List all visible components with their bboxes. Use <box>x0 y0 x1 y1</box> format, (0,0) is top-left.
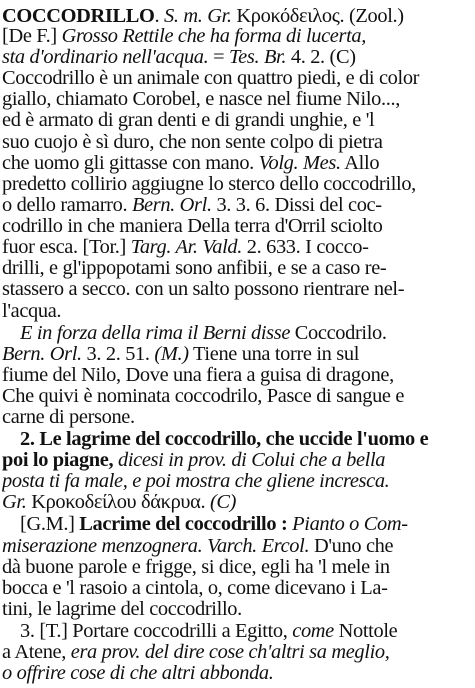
roman-text: suo cuojo è sì duro, che non sente colpo di pietra <box>2 131 383 153</box>
roman-text: codrillo in che maniera Della terra d'Orril sciolto <box>2 215 383 237</box>
roman-text: D'uno che <box>309 535 394 557</box>
roman-text: carne di persone. <box>2 406 135 428</box>
roman-text: Tiene una torre in sul <box>188 343 360 365</box>
italic-text: come <box>292 620 334 642</box>
roman-text: bocca e 'l rasoio a cintola, o, come dicevano i La- <box>2 577 388 599</box>
roman-text: tini, le lagrime del coccodrillo. <box>2 598 242 620</box>
roman-text: [De F.] <box>2 25 62 47</box>
italic-text: E in forza della rima il Berni disse <box>20 322 291 344</box>
bold-text: poi lo piagne, <box>2 449 118 471</box>
italic-text: era prov. del dire cose ch'altri sa meglio, <box>70 641 390 663</box>
bold-text: 2. Le lagrime del coccodrillo, che uccide l'uomo e <box>20 428 429 450</box>
roman-text: 4. 2. (C) <box>286 46 356 68</box>
italic-text: Targ. Ar. Vald. <box>130 236 243 258</box>
italic-text: miserazione menzognera. Varch. Ercol. <box>2 535 310 557</box>
roman-text: giallo, chiamato Corobel, e nasce nel fiume Nilo..., <box>2 88 400 110</box>
italic-text: S. m. Gr. <box>164 5 232 27</box>
bold-text: Lacrime del coccodrillo : <box>79 513 288 535</box>
roman-text: Che quivi è nominata coccodrilo, Pasce di sangue e <box>2 385 405 407</box>
roman-text: = <box>208 46 230 68</box>
roman-text: Κροκοδείλου δάκρυα. <box>31 491 210 513</box>
italic-text: Grosso Rettile che ha forma di lucerta, <box>61 25 366 47</box>
roman-text: o dello ramarro. <box>2 194 132 216</box>
italic-text: (C) <box>209 491 237 513</box>
roman-text: Coccodrilo. <box>290 322 387 344</box>
roman-text: fuor esca. [Tor.] <box>2 236 131 258</box>
roman-text: che uomo gli gittasse con mano. <box>2 152 259 174</box>
italic-text: Bern. Orl. <box>2 343 82 365</box>
roman-text: Allo <box>340 152 380 174</box>
roman-text: Nottole <box>333 620 398 642</box>
italic-text: o offrire cose di che altri abbonda. <box>2 662 274 684</box>
roman-text: l'acqua. <box>2 300 62 322</box>
roman-text: 3. [T.] Portare coccodrilli a Egitto, <box>20 620 293 642</box>
entry-line <box>2 661 475 686</box>
roman-text: dà buone parole e frigge, si dice, egli ha 'l mele in <box>2 556 390 578</box>
italic-text: posta ti fa male, e poi mostra che gliene incresca. <box>2 470 390 492</box>
roman-text: 3. 3. 6. Dissi del coc- <box>211 194 382 216</box>
roman-text: stassero a secco. con un salto possono rientrare nel- <box>2 278 405 300</box>
roman-text: a Atene, <box>2 641 71 663</box>
italic-text: Volg. Mes. <box>258 152 341 174</box>
roman-text: [G.M.] <box>20 513 80 535</box>
roman-text: . <box>154 5 164 27</box>
roman-text: Κροκόδειλος. (Zool.) <box>231 5 404 27</box>
italic-text: dicesi in prov. di Colui che a bella <box>118 449 386 471</box>
italic-text: Bern. Orl. <box>131 194 212 216</box>
italic-text: (M.) <box>154 343 189 365</box>
italic-text: sta d'ordinario nell'acqua. <box>2 46 209 68</box>
italic-text: Gr. <box>2 491 32 513</box>
roman-text: 2. 633. I cocco- <box>242 236 369 258</box>
roman-text: fiume del Nilo, Dove una fiera a guisa di dragone, <box>2 364 394 386</box>
roman-text: 3. 2. 51. <box>81 343 155 365</box>
italic-text: Pianto o Com- <box>287 513 408 535</box>
roman-text: ed è armato di gran denti e di grandi unghie, e 'l <box>2 109 375 131</box>
italic-text: Tes. Br. <box>229 46 287 68</box>
bold-text: COCCODRILLO <box>2 5 155 27</box>
roman-text: Coccodrillo è un animale con quattro piedi, e di color <box>2 67 420 89</box>
roman-text: predetto collirio aggiugne lo sterco dello coccodrillo, <box>2 173 416 195</box>
roman-text: drilli, e gl'ippopotami sono anfibii, e se a caso re- <box>2 257 387 279</box>
